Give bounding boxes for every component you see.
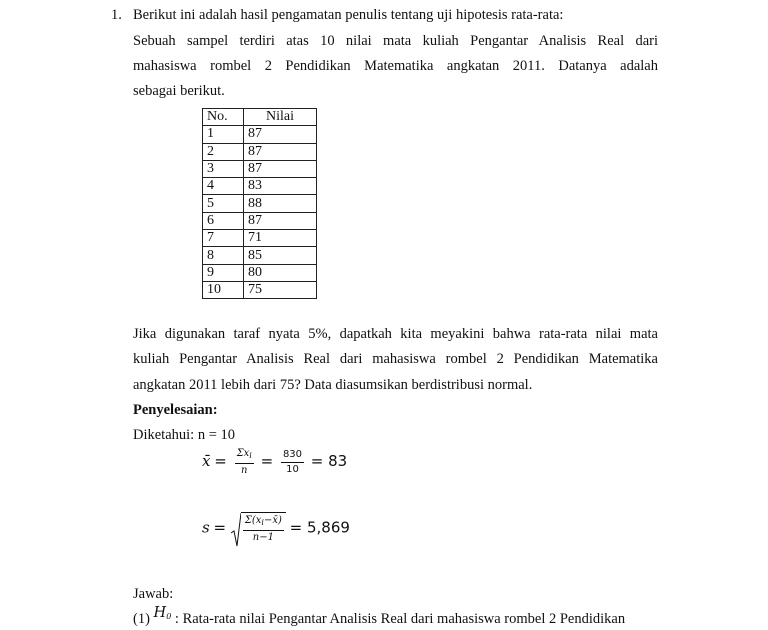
table-cell-no: 3 [203,160,244,177]
table-row [203,264,317,281]
mean-sum-fraction [235,448,254,477]
sum-numerator-sub: i [249,451,252,460]
table-cell-nilai: 71 [244,230,317,247]
table-row [203,143,317,160]
paragraph-2-line-3: angkatan 2011 lebih dari 75? Data diasumsikan berdistribusi normal. [133,377,533,393]
item-number: 1. [111,7,122,23]
table-cell-nilai: 88 [244,195,317,212]
sum-denominator: n [240,465,248,476]
table-cell-nilai: 87 [244,126,317,143]
table-row [203,230,317,247]
sd-numerator: Σ(x [244,515,262,526]
sd-sqrt [231,512,286,547]
table-cell-nilai: 87 [244,212,317,229]
table-cell-no: 1 [203,126,244,143]
sd-symbol: s [202,518,210,537]
table-cell-no: 4 [203,178,244,195]
table-cell-no: 7 [203,230,244,247]
value-numerator: 830 [281,449,304,463]
sd-formula: s = $\frac{\Sigma(x_i-x̄)}{n-1}$ = 5,869 [202,512,350,547]
table-cell-no: 5 [203,195,244,212]
table-row [203,195,317,212]
table-header-row [203,109,317,126]
table-cell-no: 9 [203,264,244,281]
table-header-no: No. [203,109,244,126]
table-cell-no: 10 [203,281,244,298]
table-cell-no: 6 [203,212,244,229]
table-row [203,126,317,143]
sd-numerator-sub: i [261,518,264,527]
paragraph-2-line-2: kuliah Pengantar Analisis Real dari mahasiswa rombel 2 Pendidikan Matematika [133,351,658,367]
sum-numerator: Σx [236,448,250,459]
table-cell-nilai: 80 [244,264,317,281]
table-cell-nilai: 75 [244,281,317,298]
paragraph-1-line-2: mahasiswa rombel 2 Pendidikan Matematika angkatan 2011. Datanya adalah [133,58,658,74]
table-cell-nilai: 87 [244,160,317,177]
mean-symbol: x̄ [202,451,211,470]
value-denominator: 10 [286,464,299,475]
sd-result: = 5,869 [289,518,350,537]
paragraph-1-line-3: sebagai berikut. [133,83,225,99]
paragraph-1-line-1: Sebuah sampel terdiri atas 10 nilai mata kuliah Pengantar Analisis Real dari [133,33,658,49]
table-row [203,281,317,298]
hypothesis-symbol: $H_0$ [153,605,172,621]
paragraph-2-line-1: Jika digunakan taraf nyata 5%, dapatkah kita meyakini bahwa rata-rata nilai mata [133,326,658,342]
table-row [203,212,317,229]
hypothesis-index: (1) [133,611,150,627]
mean-result: = 83 [310,451,348,470]
table-cell-nilai: 87 [244,143,317,160]
answer-label: Jawab: [133,586,174,602]
sqrt-sign-icon [231,513,241,547]
table-cell-no: 2 [203,143,244,160]
sd-numerator-rest: −x̄) [263,515,282,526]
table-cell-nilai: 83 [244,178,317,195]
hypothesis-symbol-sub: 0 [166,612,172,621]
data-table [202,108,317,299]
hypothesis-text: : Rata-rata nilai Pengantar Analisis Real dari mahasiswa rombel 2 Pendidikan [174,611,626,627]
solution-heading: Penyelesaian: [133,402,218,418]
table-row [203,247,317,264]
intro-line: Berikut ini adalah hasil pengamatan penulis tentang uji hipotesis rata-rata: [133,7,564,23]
mean-value-fraction [281,449,304,476]
sd-denominator: n−1 [252,532,274,543]
table-row [203,160,317,177]
table-header-nilai: Nilai [244,109,317,126]
table-cell-nilai: 85 [244,247,317,264]
table-row [203,178,317,195]
table-cell-no: 8 [203,247,244,264]
hypothesis-line [133,605,626,628]
mean-formula: x̄ = $\frac{\Sigma x_i}{n}$ = $\frac{830}{10}$ = 83 [202,448,348,476]
known-line: Diketahui: n = 10 [133,427,236,443]
